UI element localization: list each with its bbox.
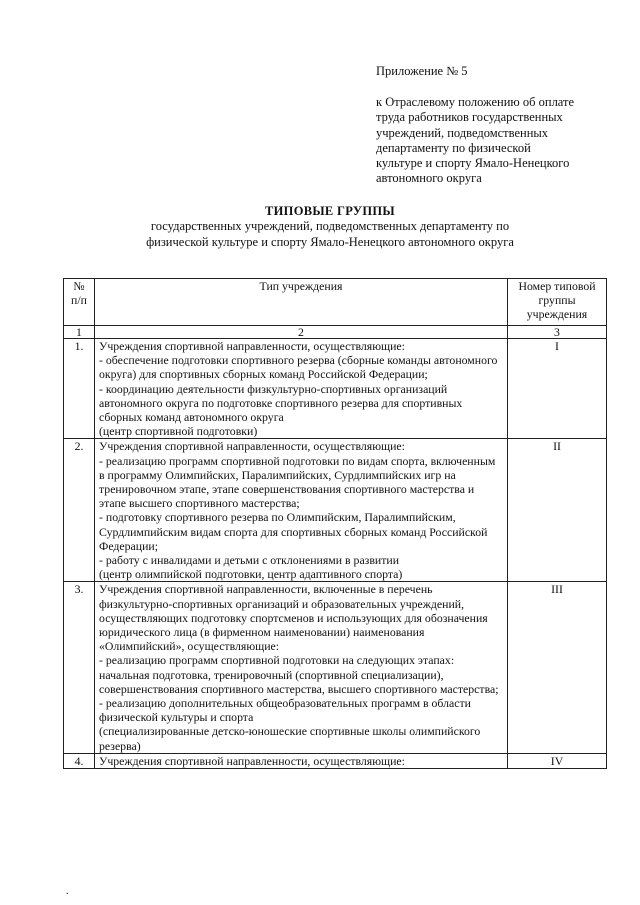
row-group: IV — [508, 753, 607, 768]
table-row — [64, 753, 607, 768]
index-cell: 1 — [64, 326, 95, 339]
appendix-block — [376, 64, 626, 186]
appendix-line: департаменту по физической — [376, 140, 531, 155]
table-row — [64, 339, 607, 439]
appendix-number: Приложение № 5 — [376, 64, 468, 78]
header-type: Тип учреждения — [95, 279, 508, 326]
header-num: № п/п — [64, 279, 95, 326]
document-heading — [70, 204, 590, 250]
index-cell: 2 — [95, 326, 508, 339]
institution-types-table — [63, 278, 607, 769]
appendix-line: труда работников государственных — [376, 110, 563, 125]
row-number: 2. — [64, 439, 95, 582]
row-description: Учреждения спортивной направленности, осуществляющие: - обеспечение подготовки спортивного резерва (сборные команды автономного округа) для спортивных сборных команд Российской Федерации; - координацию деятельности физкультурно-спортивных организаций автономного округа по подготовке спортивного резерва для спортивных сборных команд автономного округа (центр спортивной подготовки) — [95, 339, 508, 439]
row-description: Учреждения спортивной направленности, включенные в перечень физкультурно-спортивных организаций и образовательных учреждений, осуществляющих подготовку спортсменов и использующих для обозначения юридического лица (в фирменном наименовании) наименования «Олимпийский», осуществляющие: - реализацию программ спортивной подготовки на следующих этапах: начальная подготовка, тренировочный (спортивной специализации), совершенствования спортивного мастерства, высшего спортивного мастерства; - реализацию дополнительных общеобразовательных программ в области физической культуры и спорта (специализированные детско-юношеские спортивные школы олимпийского резерва) — [95, 582, 508, 753]
appendix-line: культуре и спорту Ямало-Ненецкого — [376, 156, 570, 171]
row-description: Учреждения спортивной направленности, осуществляющие: — [95, 753, 508, 768]
appendix-line: автономного округа — [376, 171, 482, 186]
table-header-row — [64, 279, 607, 326]
header-group: Номер типовой группы учреждения — [508, 279, 607, 326]
appendix-line: к Отраслевому положению об оплате — [376, 95, 575, 110]
index-cell: 3 — [508, 326, 607, 339]
row-description: Учреждения спортивной направленности, осуществляющие: - реализацию программ спортивной подготовки по видам спорта, включенным в программу Олимпийских, Паралимпийских, Сурдлимпийских игр на тренировочном этапе, этапе совершенствования спортивного мастерства и этапе высшего спортивного мастерства; - подготовку спортивного резерва по Олимпийским, Паралимпийским, Сурдлимпийским видам спорта для спортивных сборных команд Российской Федерации; - работу с инвалидами и детьми с отклонениями в развитии (центр олимпийской подготовки, центр адаптивного спорта) — [95, 439, 508, 582]
row-number: 4. — [64, 753, 95, 768]
document-title: ТИПОВЫЕ ГРУППЫ — [265, 204, 395, 218]
table-row — [64, 582, 607, 753]
appendix-line: учреждений, подведомственных — [376, 125, 549, 140]
document-subtitle: физической культуре и спорту Ямало-Ненецкого автономного округа — [146, 234, 514, 249]
footer-mark: . — [66, 886, 69, 897]
table-index-row — [64, 326, 607, 339]
table-row — [64, 439, 607, 582]
row-number: 3. — [64, 582, 95, 753]
row-group: III — [508, 582, 607, 753]
document-subtitle: государственных учреждений, подведомственных департаменту по — [150, 219, 510, 233]
row-number: 1. — [64, 339, 95, 439]
row-group: I — [508, 339, 607, 439]
row-group: II — [508, 439, 607, 582]
